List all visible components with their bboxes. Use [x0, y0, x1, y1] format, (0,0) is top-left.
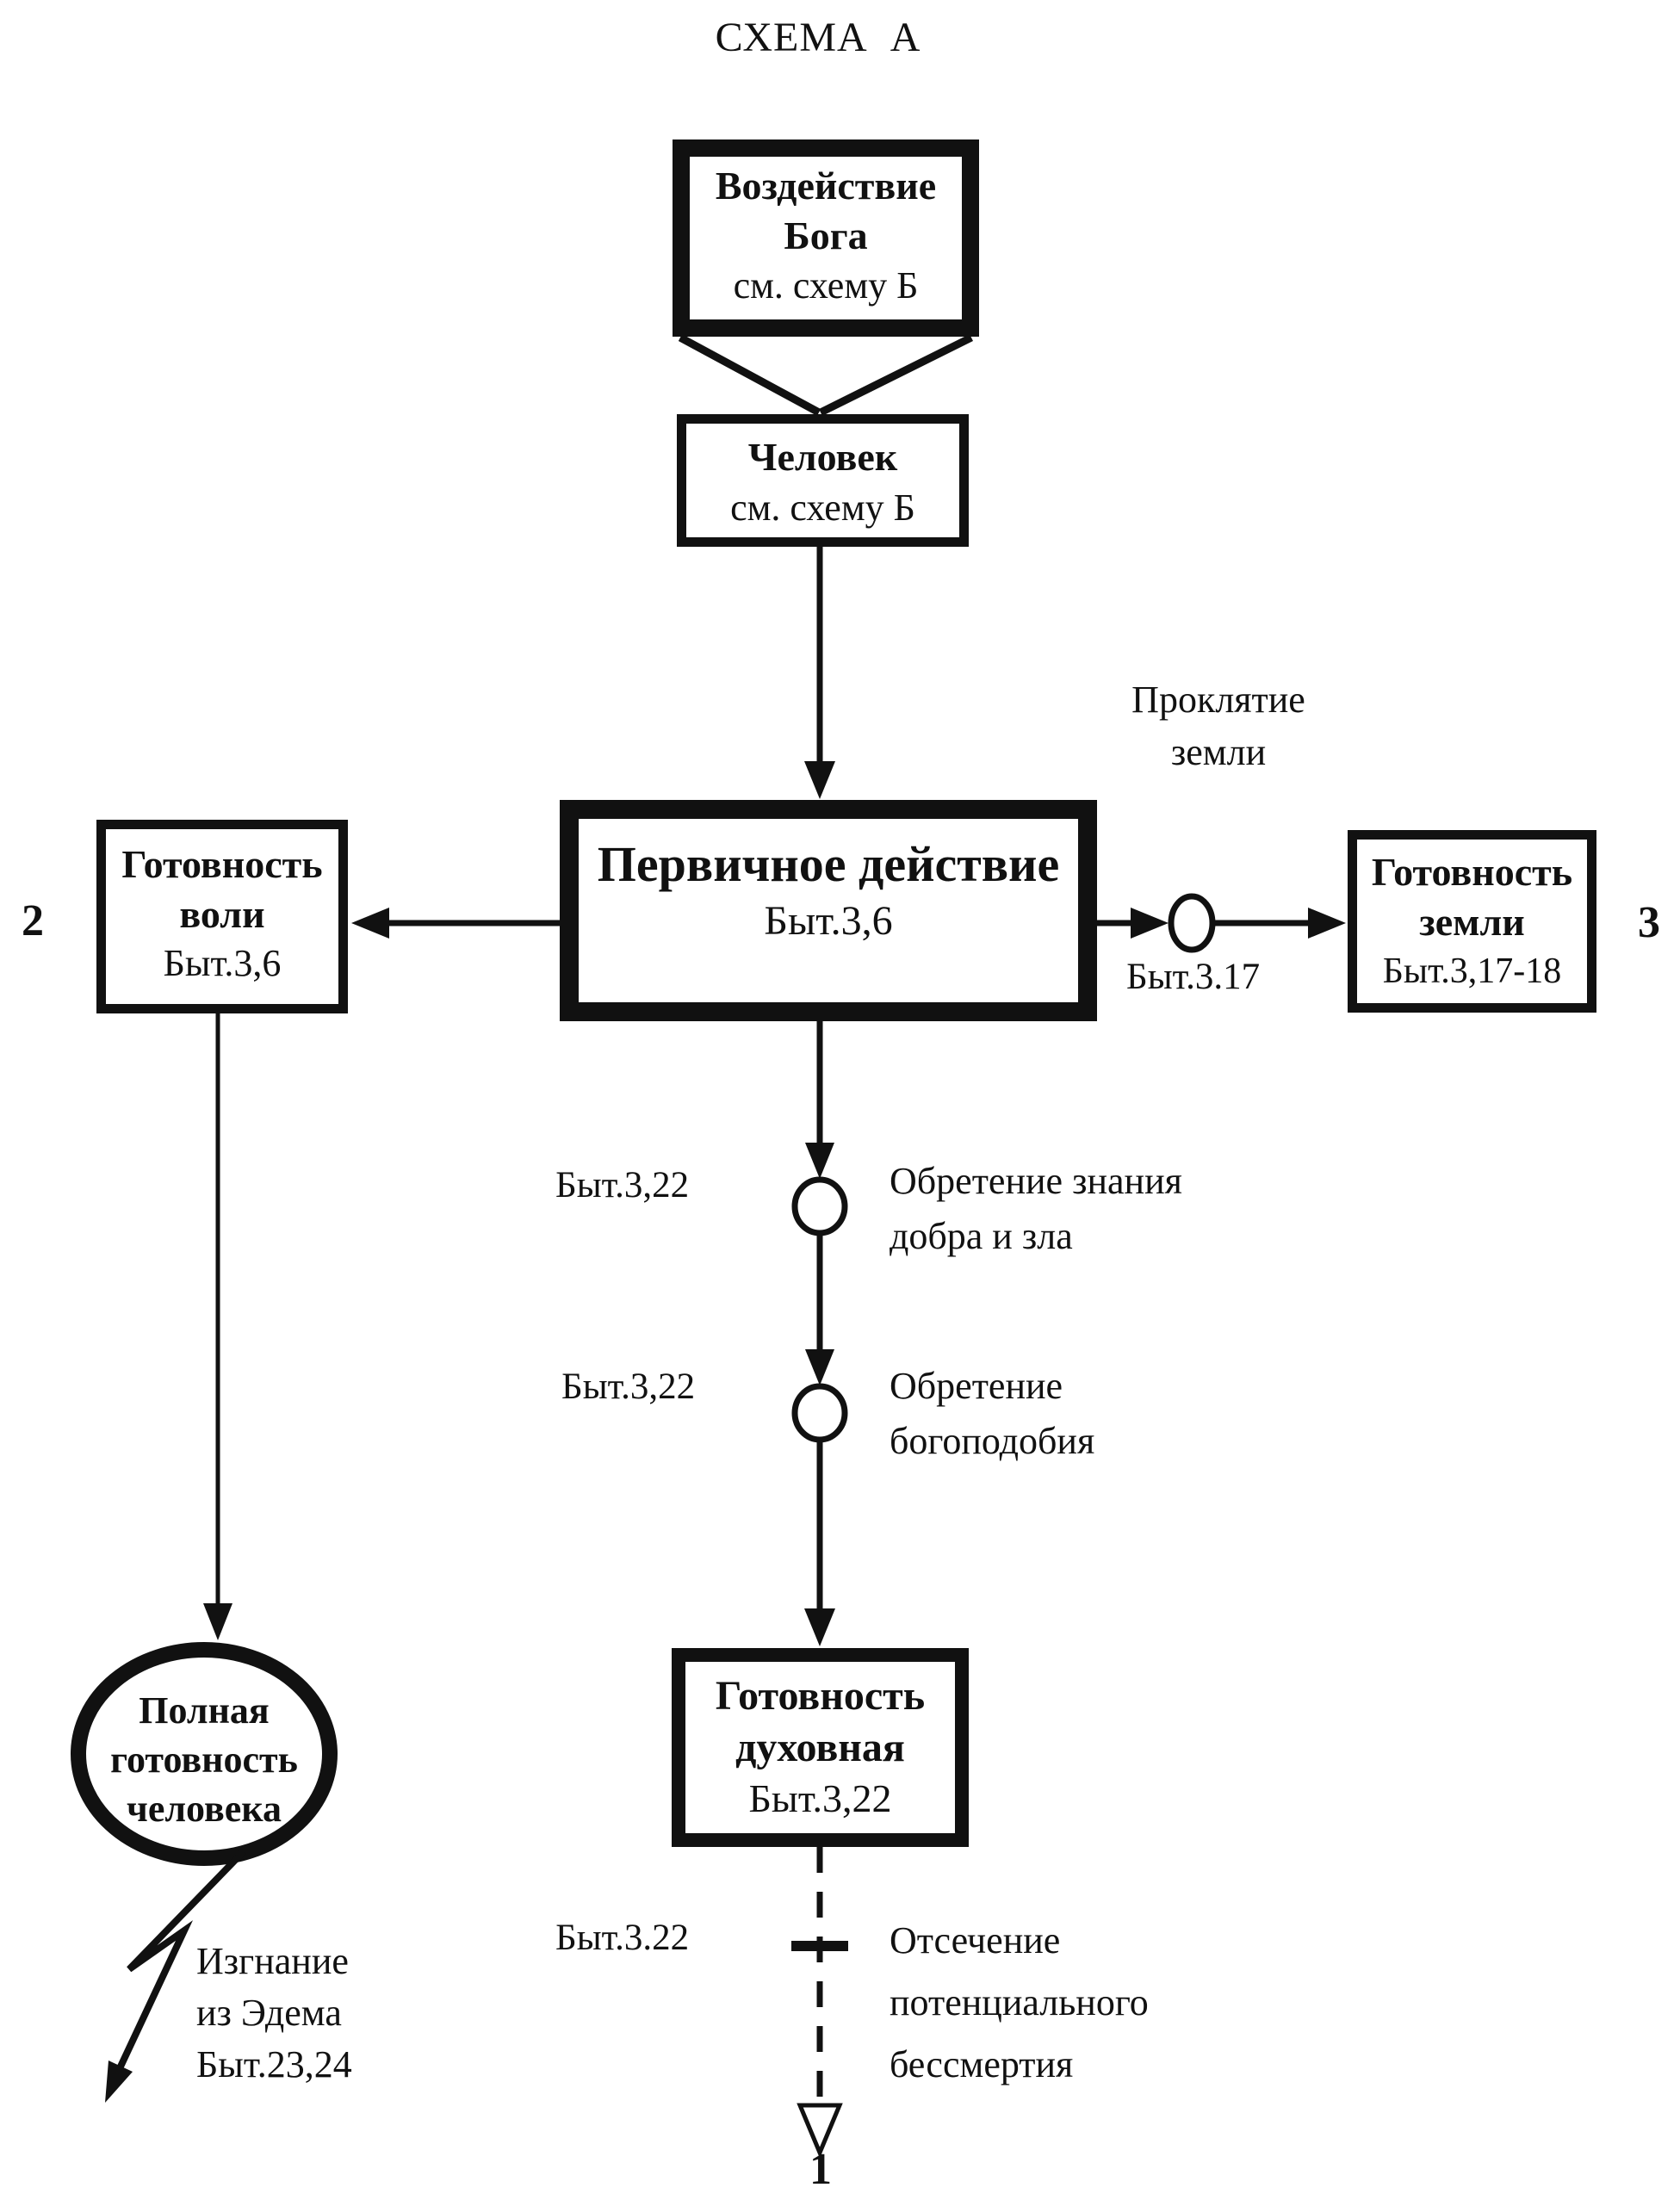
earth-curse-line2: земли — [1170, 731, 1267, 773]
eden-exile-label — [196, 1936, 352, 2091]
knowledge-gain-ref: Быт.3,22 — [555, 1165, 690, 1205]
marker-1: 1 — [809, 2145, 832, 2194]
earth-curse-label — [1107, 673, 1330, 778]
immortality-cutoff-line2: потенциального — [890, 1981, 1149, 2023]
full-readiness-line2: готовность — [110, 1738, 298, 1781]
full-readiness-line3: человека — [127, 1788, 282, 1830]
god-influence-title-line2: Бога — [784, 214, 868, 257]
will-readiness-node — [96, 820, 348, 1013]
immortality-cutoff-ref: Быт.3.22 — [555, 1918, 690, 1958]
godlikeness-gain-line1: Обретение — [890, 1365, 1063, 1407]
connector-god-human-left — [680, 338, 819, 412]
human-note: см. схему Б — [730, 486, 915, 529]
earth-readiness-ref: Быт.3,17-18 — [1382, 951, 1562, 991]
arrowhead-into-earth — [1308, 908, 1346, 939]
arrowhead-into-full — [203, 1603, 232, 1640]
immortality-cutoff-line3: бессмертия — [890, 2043, 1074, 2085]
eden-exile-line1: Изгнание — [196, 1940, 349, 1982]
spiritual-readiness-title-line1: Готовность — [715, 1673, 926, 1719]
godlikeness-gain-line2: богоподобия — [890, 1420, 1095, 1462]
arrowhead-into-primary — [804, 761, 835, 799]
cutoff-bar — [791, 1941, 848, 1951]
knowledge-gain-line1: Обретение знания — [890, 1160, 1182, 1202]
eden-exile-line2: из Эдема — [196, 1992, 342, 2034]
god-influence-note: см. схему Б — [733, 264, 919, 307]
godlikeness-gain-label — [890, 1359, 1094, 1469]
knowledge-gain-label — [890, 1154, 1182, 1264]
page-title: СХЕМА А — [715, 15, 921, 60]
will-readiness-title-line2: воли — [179, 892, 265, 936]
god-influence-title-line1: Воздействие — [715, 164, 937, 208]
marker-2: 2 — [22, 896, 44, 945]
spiritual-readiness-title-line2: духовная — [735, 1725, 905, 1770]
will-readiness-ref: Быт.3,6 — [163, 942, 282, 984]
primary-action-title: Первичное действие — [597, 836, 1060, 892]
earth-readiness-node — [1348, 830, 1596, 1013]
primary-action-node — [560, 800, 1097, 1021]
immortality-cutoff-label — [890, 1910, 1149, 2096]
arrowhead-into-knowledge-circle — [805, 1143, 834, 1179]
arrowhead-into-godlikeness-circle — [805, 1349, 834, 1385]
connector-god-human-right — [821, 338, 971, 412]
god-influence-node — [673, 139, 979, 337]
knowledge-event-circle — [795, 1180, 845, 1233]
arrowhead-into-will — [351, 908, 389, 939]
arrowhead-into-spiritual — [804, 1608, 835, 1646]
earth-readiness-title-line2: земли — [1419, 900, 1525, 944]
earth-curse-line1: Проклятие — [1131, 679, 1305, 721]
earth-readiness-title-line1: Готовность — [1371, 850, 1573, 894]
full-readiness-line1: Полная — [139, 1689, 270, 1732]
arrowhead-exile — [105, 2061, 133, 2103]
earth-curse-ref: Быт.3.17 — [1126, 957, 1261, 997]
human-title: Человек — [747, 435, 898, 479]
arrowhead-into-curse-circle — [1131, 908, 1169, 939]
full-readiness-label — [79, 1686, 329, 1833]
curse-event-circle — [1171, 896, 1212, 950]
godlikeness-gain-ref: Быт.3,22 — [561, 1366, 696, 1407]
immortality-cutoff-line1: Отсечение — [890, 1919, 1061, 1961]
marker-3: 3 — [1638, 898, 1660, 947]
spiritual-readiness-node — [672, 1648, 969, 1847]
godlikeness-event-circle — [795, 1386, 845, 1440]
eden-exile-line3: Быт.23,24 — [196, 2043, 352, 2085]
human-node — [677, 414, 969, 547]
spiritual-readiness-ref: Быт.3,22 — [748, 1776, 892, 1820]
knowledge-gain-line2: добра и зла — [890, 1215, 1073, 1257]
will-readiness-title-line1: Готовность — [121, 842, 323, 886]
primary-action-ref: Быт.3,6 — [764, 898, 893, 944]
